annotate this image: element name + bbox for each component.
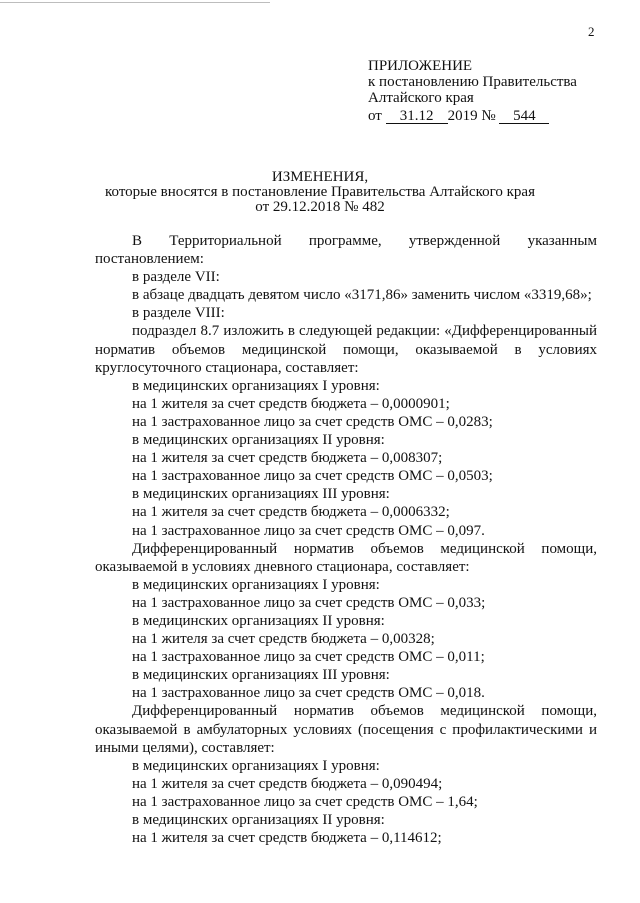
body-paragraph: на 1 жителя за счет средств бюджета – 0,00328;: [132, 631, 435, 648]
body-paragraph: в медицинских организациях II уровня:: [132, 432, 385, 449]
body-paragraph: на 1 застрахованное лицо за счет средств ОМС – 0,033;: [132, 594, 486, 611]
appendix-heading: ПРИЛОЖЕНИЕ: [368, 58, 473, 74]
body-paragraph: Дифференцированный норматив объемов медицинской помощи, оказываемой в условиях дневного стационара, составляет:: [95, 540, 597, 575]
body-paragraph: на 1 застрахованное лицо за счет средств ОМС – 1,64;: [132, 793, 478, 810]
body-paragraph: на 1 застрахованное лицо за счет средств ОМС – 0,018.: [132, 685, 485, 702]
body-paragraph: в медицинских организациях III уровня:: [132, 486, 390, 503]
body-paragraph: в абзаце двадцать девятом число «3171,86» заменить числом «3319,68»;: [132, 287, 592, 304]
body-paragraph: на 1 застрахованное лицо за счет средств ОМС – 0,097.: [132, 522, 485, 539]
document-body: [95, 232, 597, 847]
body-paragraph: в медицинских организациях I уровня:: [132, 757, 380, 774]
appendix-line-2: Алтайского края: [368, 90, 474, 106]
document-subtitle-1: которые вносятся в постановление Правительства Алтайского края: [104, 184, 535, 200]
title-block: [0, 170, 640, 215]
body-paragraph: на 1 жителя за счет средств бюджета – 0,008307;: [132, 450, 443, 467]
number-sign: №: [481, 108, 496, 124]
document-title: ИЗМЕНЕНИЯ,: [271, 169, 369, 185]
body-paragraph: на 1 жителя за счет средств бюджета – 0,114612;: [132, 830, 442, 847]
body-paragraph: на 1 застрахованное лицо за счет средств ОМС – 0,011;: [132, 649, 485, 666]
body-paragraph: на 1 жителя за счет средств бюджета – 0,0000901;: [132, 395, 450, 412]
body-paragraph: на 1 жителя за счет средств бюджета – 0,090494;: [132, 775, 443, 792]
body-paragraph: в медицинских организациях III уровня:: [132, 667, 390, 684]
body-paragraph: в разделе VIII:: [132, 305, 225, 322]
decree-date-day-month: 31.12: [386, 109, 448, 124]
decree-number: 544: [499, 109, 549, 124]
body-paragraph: на 1 застрахованное лицо за счет средств ОМС – 0,0503;: [132, 468, 493, 485]
decree-date-number: [368, 108, 577, 124]
date-prefix: от: [368, 108, 382, 124]
document-subtitle-2: от 29.12.2018 № 482: [255, 199, 385, 215]
appendix-line-1: к постановлению Правительства: [368, 74, 577, 90]
body-paragraph: в разделе VII:: [132, 269, 220, 286]
page-number: 2: [588, 24, 595, 39]
body-paragraph: В Территориальной программе, утвержденной указанным постановлением:: [95, 233, 597, 268]
body-paragraph: в медицинских организациях I уровня:: [132, 576, 380, 593]
body-paragraph: на 1 жителя за счет средств бюджета – 0,0006332;: [132, 504, 450, 521]
top-rule: [0, 2, 270, 3]
body-paragraph: в медицинских организациях I уровня:: [132, 377, 380, 394]
body-paragraph: в медицинских организациях II уровня:: [132, 812, 385, 828]
body-paragraph: в медицинских организациях II уровня:: [132, 612, 385, 629]
body-paragraph: на 1 застрахованное лицо за счет средств ОМС – 0,0283;: [132, 413, 493, 430]
body-paragraph: Дифференцированный норматив объемов медицинской помощи, оказываемой в амбулаторных условиях (посещения с профилактическими и иными целями), составляет:: [95, 703, 597, 756]
body-paragraph: подраздел 8.7 изложить в следующей редакции: «Дифференцированный норматив объемов медицинской помощи, оказываемой в условиях круглосуточного стационара, составляет:: [95, 323, 597, 376]
appendix-block: [368, 58, 577, 124]
decree-date-year: 2019: [447, 108, 478, 124]
